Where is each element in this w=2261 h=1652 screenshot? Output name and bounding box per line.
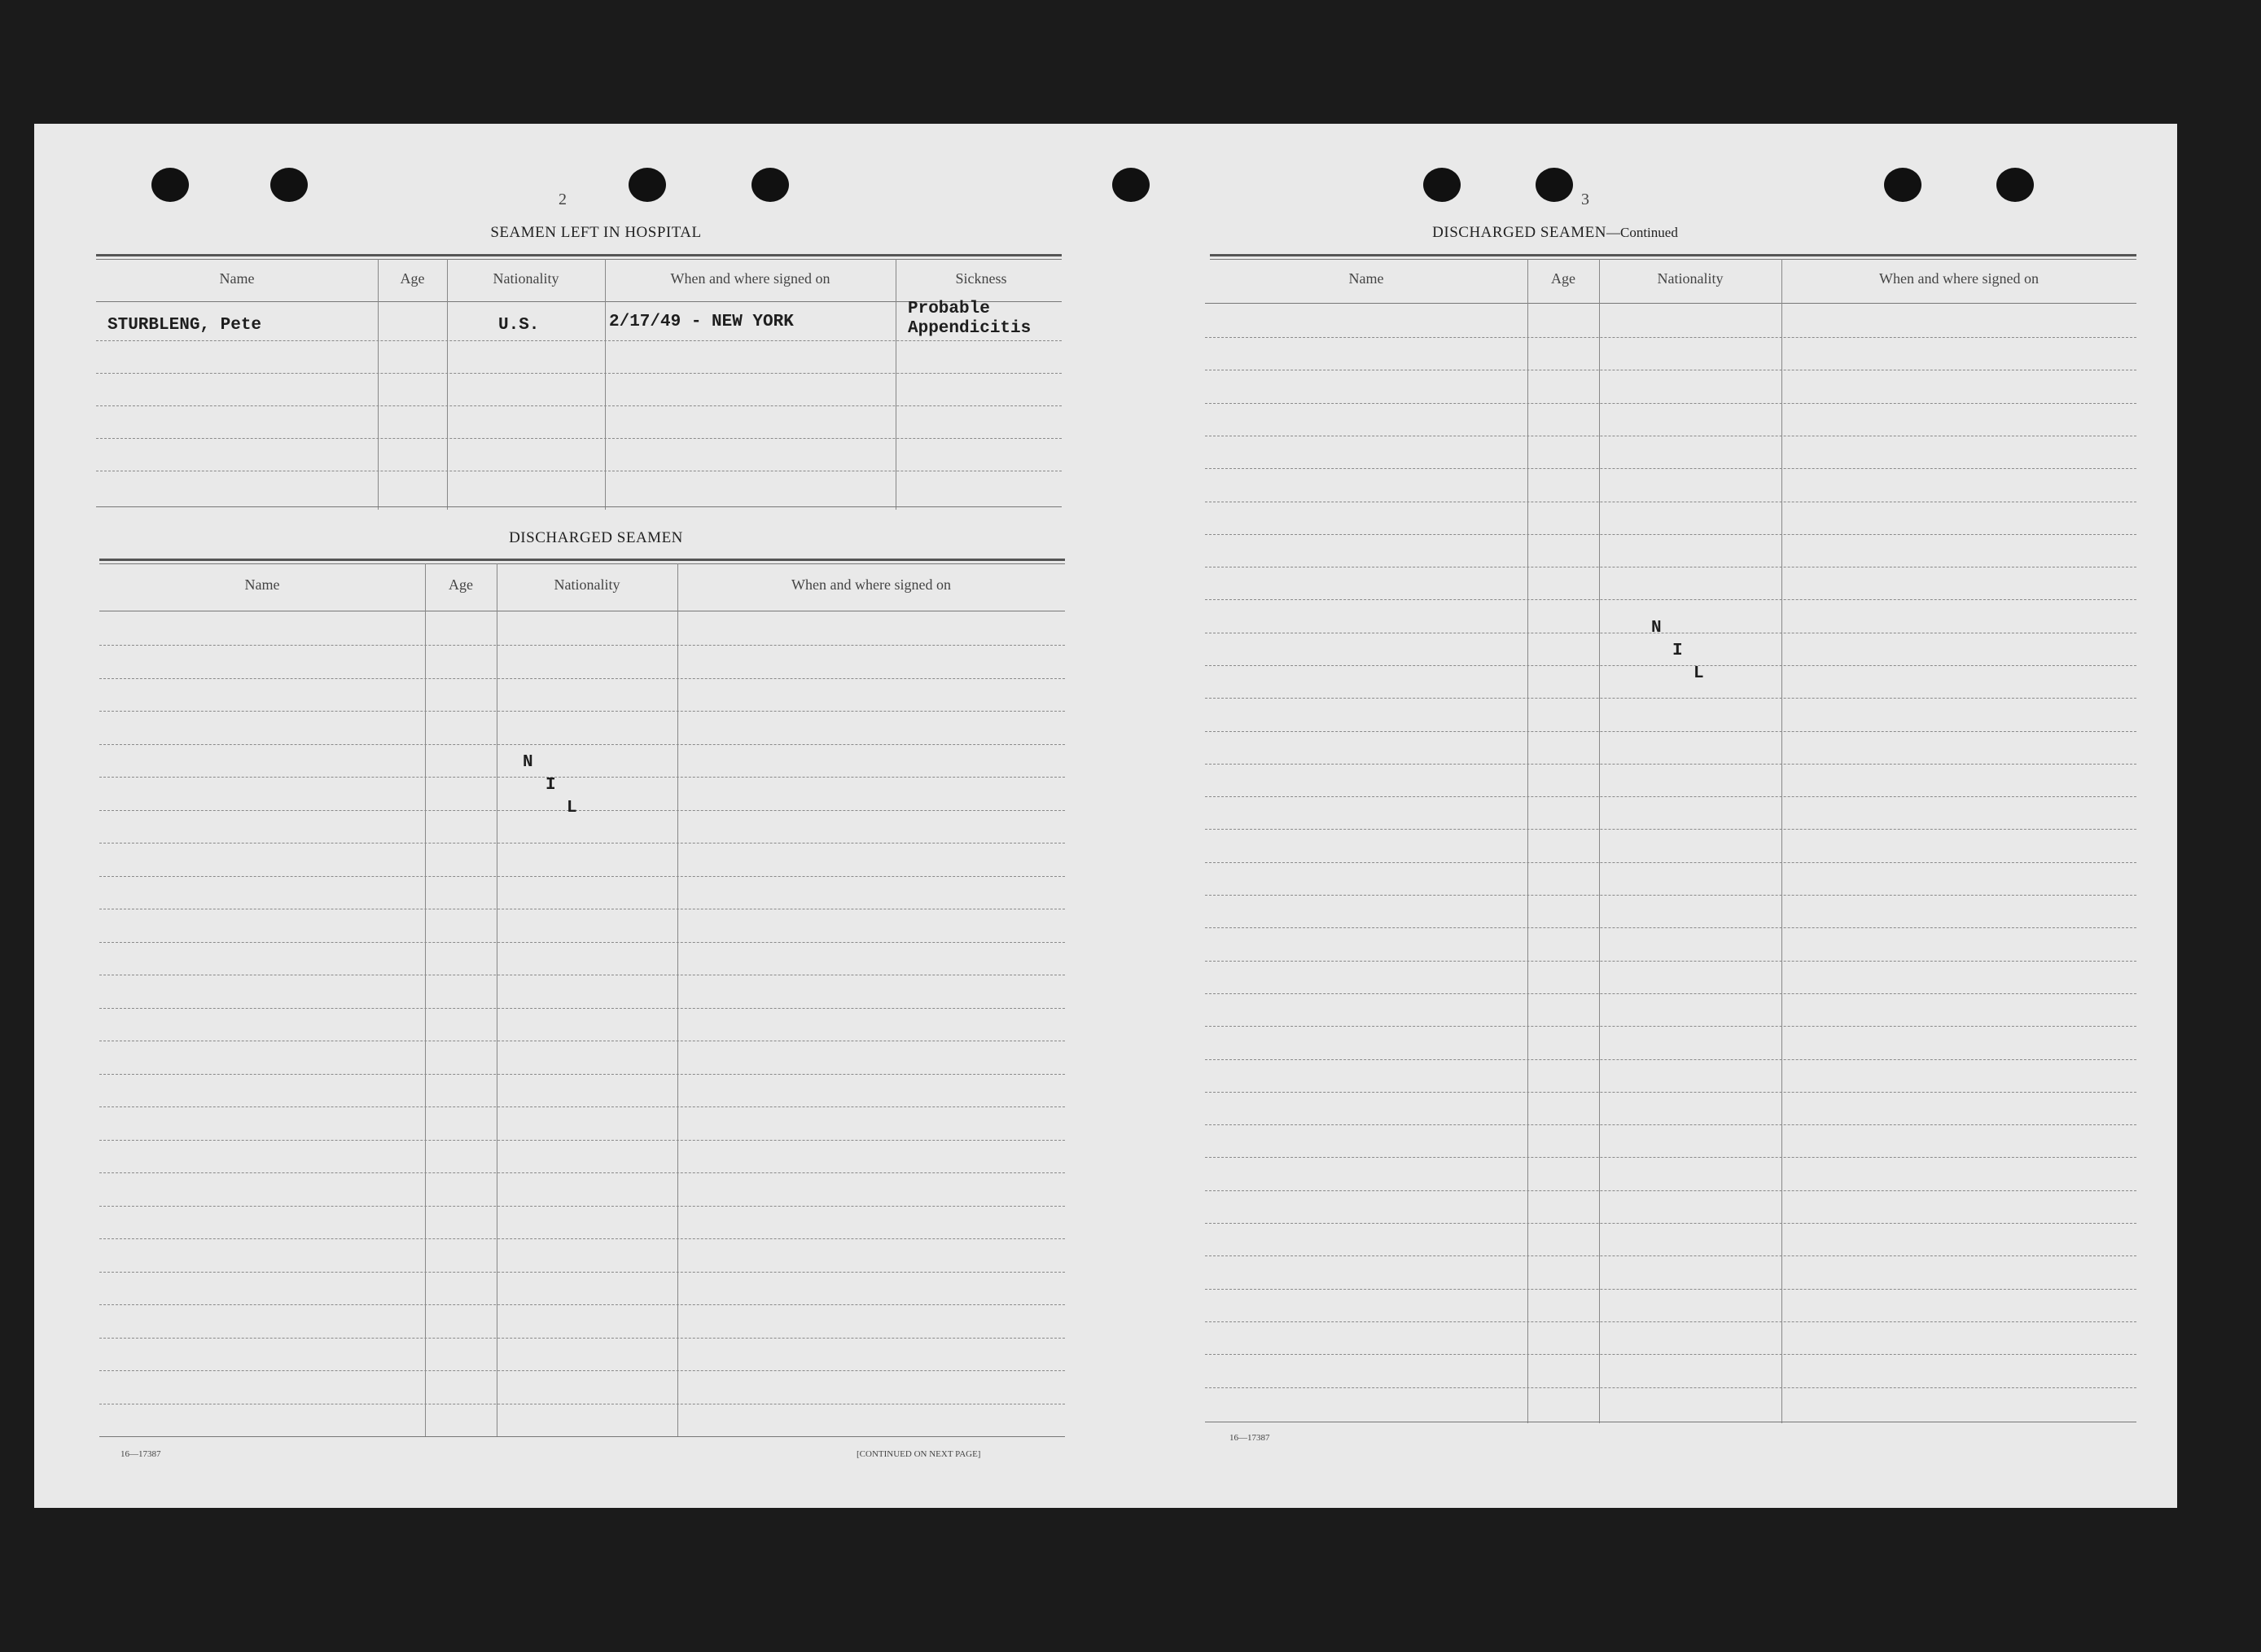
row-line (1205, 829, 2136, 830)
section-rule (99, 563, 1065, 564)
row-line (1205, 599, 2136, 600)
row-line (99, 1272, 1065, 1273)
punch-hole (1423, 168, 1461, 202)
row-line (1205, 1289, 2136, 1290)
section-rule (1210, 254, 2136, 256)
row-line (1205, 993, 2136, 994)
row-line (1205, 1255, 2136, 1256)
row-line (1205, 698, 2136, 699)
page-number: 3 (1581, 191, 1589, 208)
nil-letter: I (1672, 642, 1683, 660)
column-divider (1781, 259, 1782, 1423)
column-header-nationality: Nationality (493, 270, 559, 287)
nil-letter: L (1694, 664, 1704, 683)
discharged-section-title: DISCHARGED SEAMEN (509, 529, 683, 546)
row-line (1205, 927, 2136, 928)
row-line (1205, 1190, 2136, 1191)
page-number: 2 (559, 191, 567, 208)
column-divider (677, 563, 678, 1436)
section-rule (1210, 259, 2136, 260)
row-line (1205, 862, 2136, 863)
punch-hole (1884, 168, 1921, 202)
column-header-signed-on: When and where signed on (791, 576, 951, 593)
column-divider (1527, 259, 1528, 1423)
hospital-row-nationality: U.S. (498, 316, 540, 335)
row-line (99, 777, 1065, 778)
row-line (1205, 1026, 2136, 1027)
row-line (99, 1304, 1065, 1305)
row-line (1205, 1124, 2136, 1125)
punch-hole (1536, 168, 1573, 202)
column-header-age: Age (449, 576, 473, 593)
right-page (1106, 124, 2177, 1508)
row-line (96, 340, 1062, 341)
row-line (1205, 1157, 2136, 1158)
row-line (99, 1074, 1065, 1075)
section-end-rule (99, 1436, 1065, 1437)
row-line (1205, 796, 2136, 797)
section-rule (96, 254, 1062, 256)
hospital-section-title: SEAMEN LEFT IN HOSPITAL (490, 224, 702, 241)
punch-hole (1112, 168, 1150, 202)
section-rule (99, 559, 1065, 561)
row-line (99, 678, 1065, 679)
row-line (99, 843, 1065, 844)
row-line (1205, 468, 2136, 469)
row-line (99, 810, 1065, 811)
column-header-name: Name (219, 270, 255, 287)
column-divider (425, 563, 426, 1436)
nil-letter: N (1651, 619, 1662, 638)
row-line (99, 1206, 1065, 1207)
row-line (1205, 764, 2136, 765)
nil-letter: N (523, 753, 533, 772)
hospital-row-sickness-line1: Probable (908, 300, 990, 318)
row-line (99, 1370, 1065, 1371)
row-line (1205, 1223, 2136, 1224)
column-divider (447, 259, 448, 510)
punch-hole (751, 168, 789, 202)
column-divider (378, 259, 379, 510)
row-line (1205, 895, 2136, 896)
row-line (99, 744, 1065, 745)
row-line (1205, 1387, 2136, 1388)
punch-hole (629, 168, 666, 202)
document-sheet (34, 124, 2177, 1508)
row-line (99, 711, 1065, 712)
row-line (1205, 1321, 2136, 1322)
column-header-name: Name (244, 576, 280, 593)
column-header-nationality: Nationality (1657, 270, 1724, 287)
row-line (1205, 337, 2136, 338)
column-header-sickness: Sickness (955, 270, 1007, 287)
row-line (1205, 1059, 2136, 1060)
punch-hole (270, 168, 308, 202)
column-header-age: Age (400, 270, 425, 287)
row-line (1205, 403, 2136, 404)
column-header-age: Age (1551, 270, 1575, 287)
nil-letter: I (546, 776, 556, 795)
row-line (99, 1238, 1065, 1239)
row-line (99, 1172, 1065, 1173)
punch-hole (1996, 168, 2034, 202)
row-line (1205, 961, 2136, 962)
column-divider (605, 259, 606, 510)
column-header-signed-on: When and where signed on (670, 270, 830, 287)
row-line (1205, 534, 2136, 535)
row-line (96, 438, 1062, 439)
column-header-name: Name (1348, 270, 1384, 287)
hospital-row-signed-on: 2/17/49 - NEW YORK (609, 313, 794, 331)
section-rule (96, 259, 1062, 260)
row-line (99, 1338, 1065, 1339)
form-number: 16—17387 (1229, 1433, 1270, 1443)
row-line (1205, 665, 2136, 666)
header-rule (1205, 303, 2136, 304)
punch-hole (151, 168, 189, 202)
continued-note: [CONTINUED ON NEXT PAGE] (857, 1449, 981, 1459)
row-line (99, 1106, 1065, 1107)
column-divider (1599, 259, 1600, 1423)
row-line (1205, 1354, 2136, 1355)
row-line (96, 373, 1062, 374)
title-main: DISCHARGED SEAMEN (1432, 224, 1606, 241)
row-line (99, 942, 1065, 943)
hospital-row-name: STURBLENG, Pete (107, 316, 262, 335)
column-header-signed-on: When and where signed on (1879, 270, 2039, 287)
row-line (99, 876, 1065, 877)
row-line (1205, 731, 2136, 732)
row-line (96, 405, 1062, 406)
column-header-nationality: Nationality (554, 576, 620, 593)
left-page (34, 124, 1106, 1508)
section-end-rule (96, 506, 1062, 507)
title-continued: —Continued (1606, 225, 1678, 240)
row-line (99, 1140, 1065, 1141)
row-line (99, 1008, 1065, 1009)
row-line (99, 645, 1065, 646)
row-line (1205, 1092, 2136, 1093)
nil-letter: L (567, 799, 577, 817)
hospital-row-sickness-line2: Appendicitis (908, 319, 1032, 338)
discharged-continued-title (1360, 224, 1751, 242)
form-number: 16—17387 (120, 1449, 161, 1459)
